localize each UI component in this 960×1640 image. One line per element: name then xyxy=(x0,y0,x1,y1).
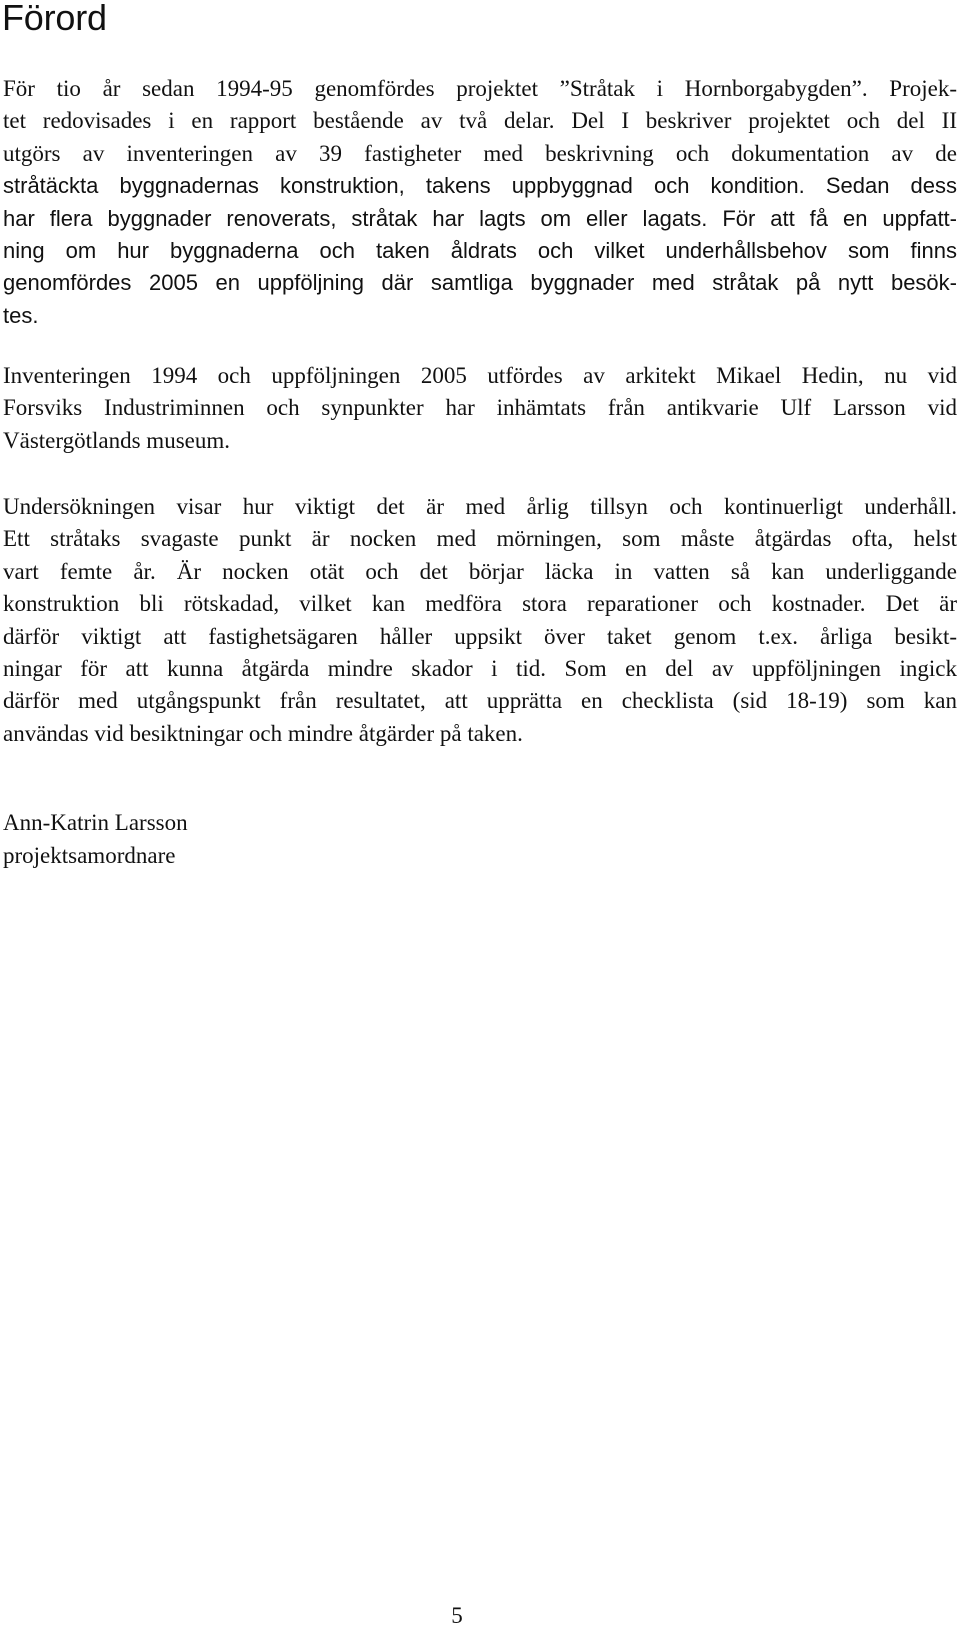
paragraph-line: utgörs av inventeringen av 39 fastigheter med beskrivning och dokumentation av de xyxy=(3,140,957,166)
paragraph-line: Undersökningen visar hur viktigt det är med årlig tillsyn och kontinuerligt underhåll. xyxy=(3,494,957,519)
paragraph-line: användas vid besiktningar och mindre åtgärder på taken. xyxy=(3,720,523,746)
paragraph-line: ningar för att kunna åtgärda mindre skador i tid. Som en del av uppföljningen ingick xyxy=(3,656,957,682)
paragraph-line: stråtäckta byggnadernas konstruktion, takens uppbyggnad och kondition. Sedan dess xyxy=(3,173,957,199)
paragraph-line: vart femte år. Är nocken otät och det börjar läcka in vatten så kan underliggande xyxy=(3,558,957,584)
page-number: 5 xyxy=(451,1603,463,1628)
paragraph-line: För tio år sedan 1994-95 genomfördes projektet ”Stråtak i Hornborgabygden”. Projek- xyxy=(3,76,957,101)
paragraph-line: Ett stråtaks svagaste punkt är nocken med mörningen, som måste åtgärdas ofta, helst xyxy=(3,526,957,552)
signature-name: Ann-Katrin Larsson xyxy=(3,810,188,835)
paragraph-line: Västergötlands museum. xyxy=(3,427,230,453)
paragraph-line: Forsviks Industriminnen och synpunkter har inhämtats från antikvarie Ulf Larsson vid xyxy=(3,395,957,421)
paragraph-line: genomfördes 2005 en uppföljning där samtliga byggnader med stråtak på nytt besök- xyxy=(3,270,957,296)
paragraph-line: konstruktion bli rötskadad, vilket kan medföra stora reparationer och kostnader. Det är xyxy=(3,591,957,617)
paragraph-line: Inventeringen 1994 och uppföljningen 2005 utfördes av arkitekt Mikael Hedin, nu vid xyxy=(3,363,957,388)
paragraph-line: tet redovisades i en rapport bestående av två delar. Del I beskriver projektet och del II xyxy=(3,108,957,134)
paragraph-line: därför med utgångspunkt från resultatet, att upprätta en checklista (sid 18-19) som kan xyxy=(3,688,957,714)
paragraph-findings xyxy=(3,491,957,750)
signature-role: projektsamordnare xyxy=(3,843,176,868)
paragraph-line: har flera byggnader renoverats, stråtak har lagts om eller lagats. För att få en uppfatt- xyxy=(3,205,957,231)
signature-block xyxy=(3,806,188,872)
paragraph-intro xyxy=(3,73,957,332)
paragraph-line: därför viktigt att fastighetsägaren håller uppsikt över taket genom t.ex. årliga besikt- xyxy=(3,623,957,649)
paragraph-line: tes. xyxy=(3,302,39,328)
paragraph-line: ning om hur byggnaderna och taken åldrats och vilket underhållsbehov som finns xyxy=(3,238,957,264)
page-title: Förord xyxy=(2,0,107,38)
paragraph-credits xyxy=(3,360,957,457)
